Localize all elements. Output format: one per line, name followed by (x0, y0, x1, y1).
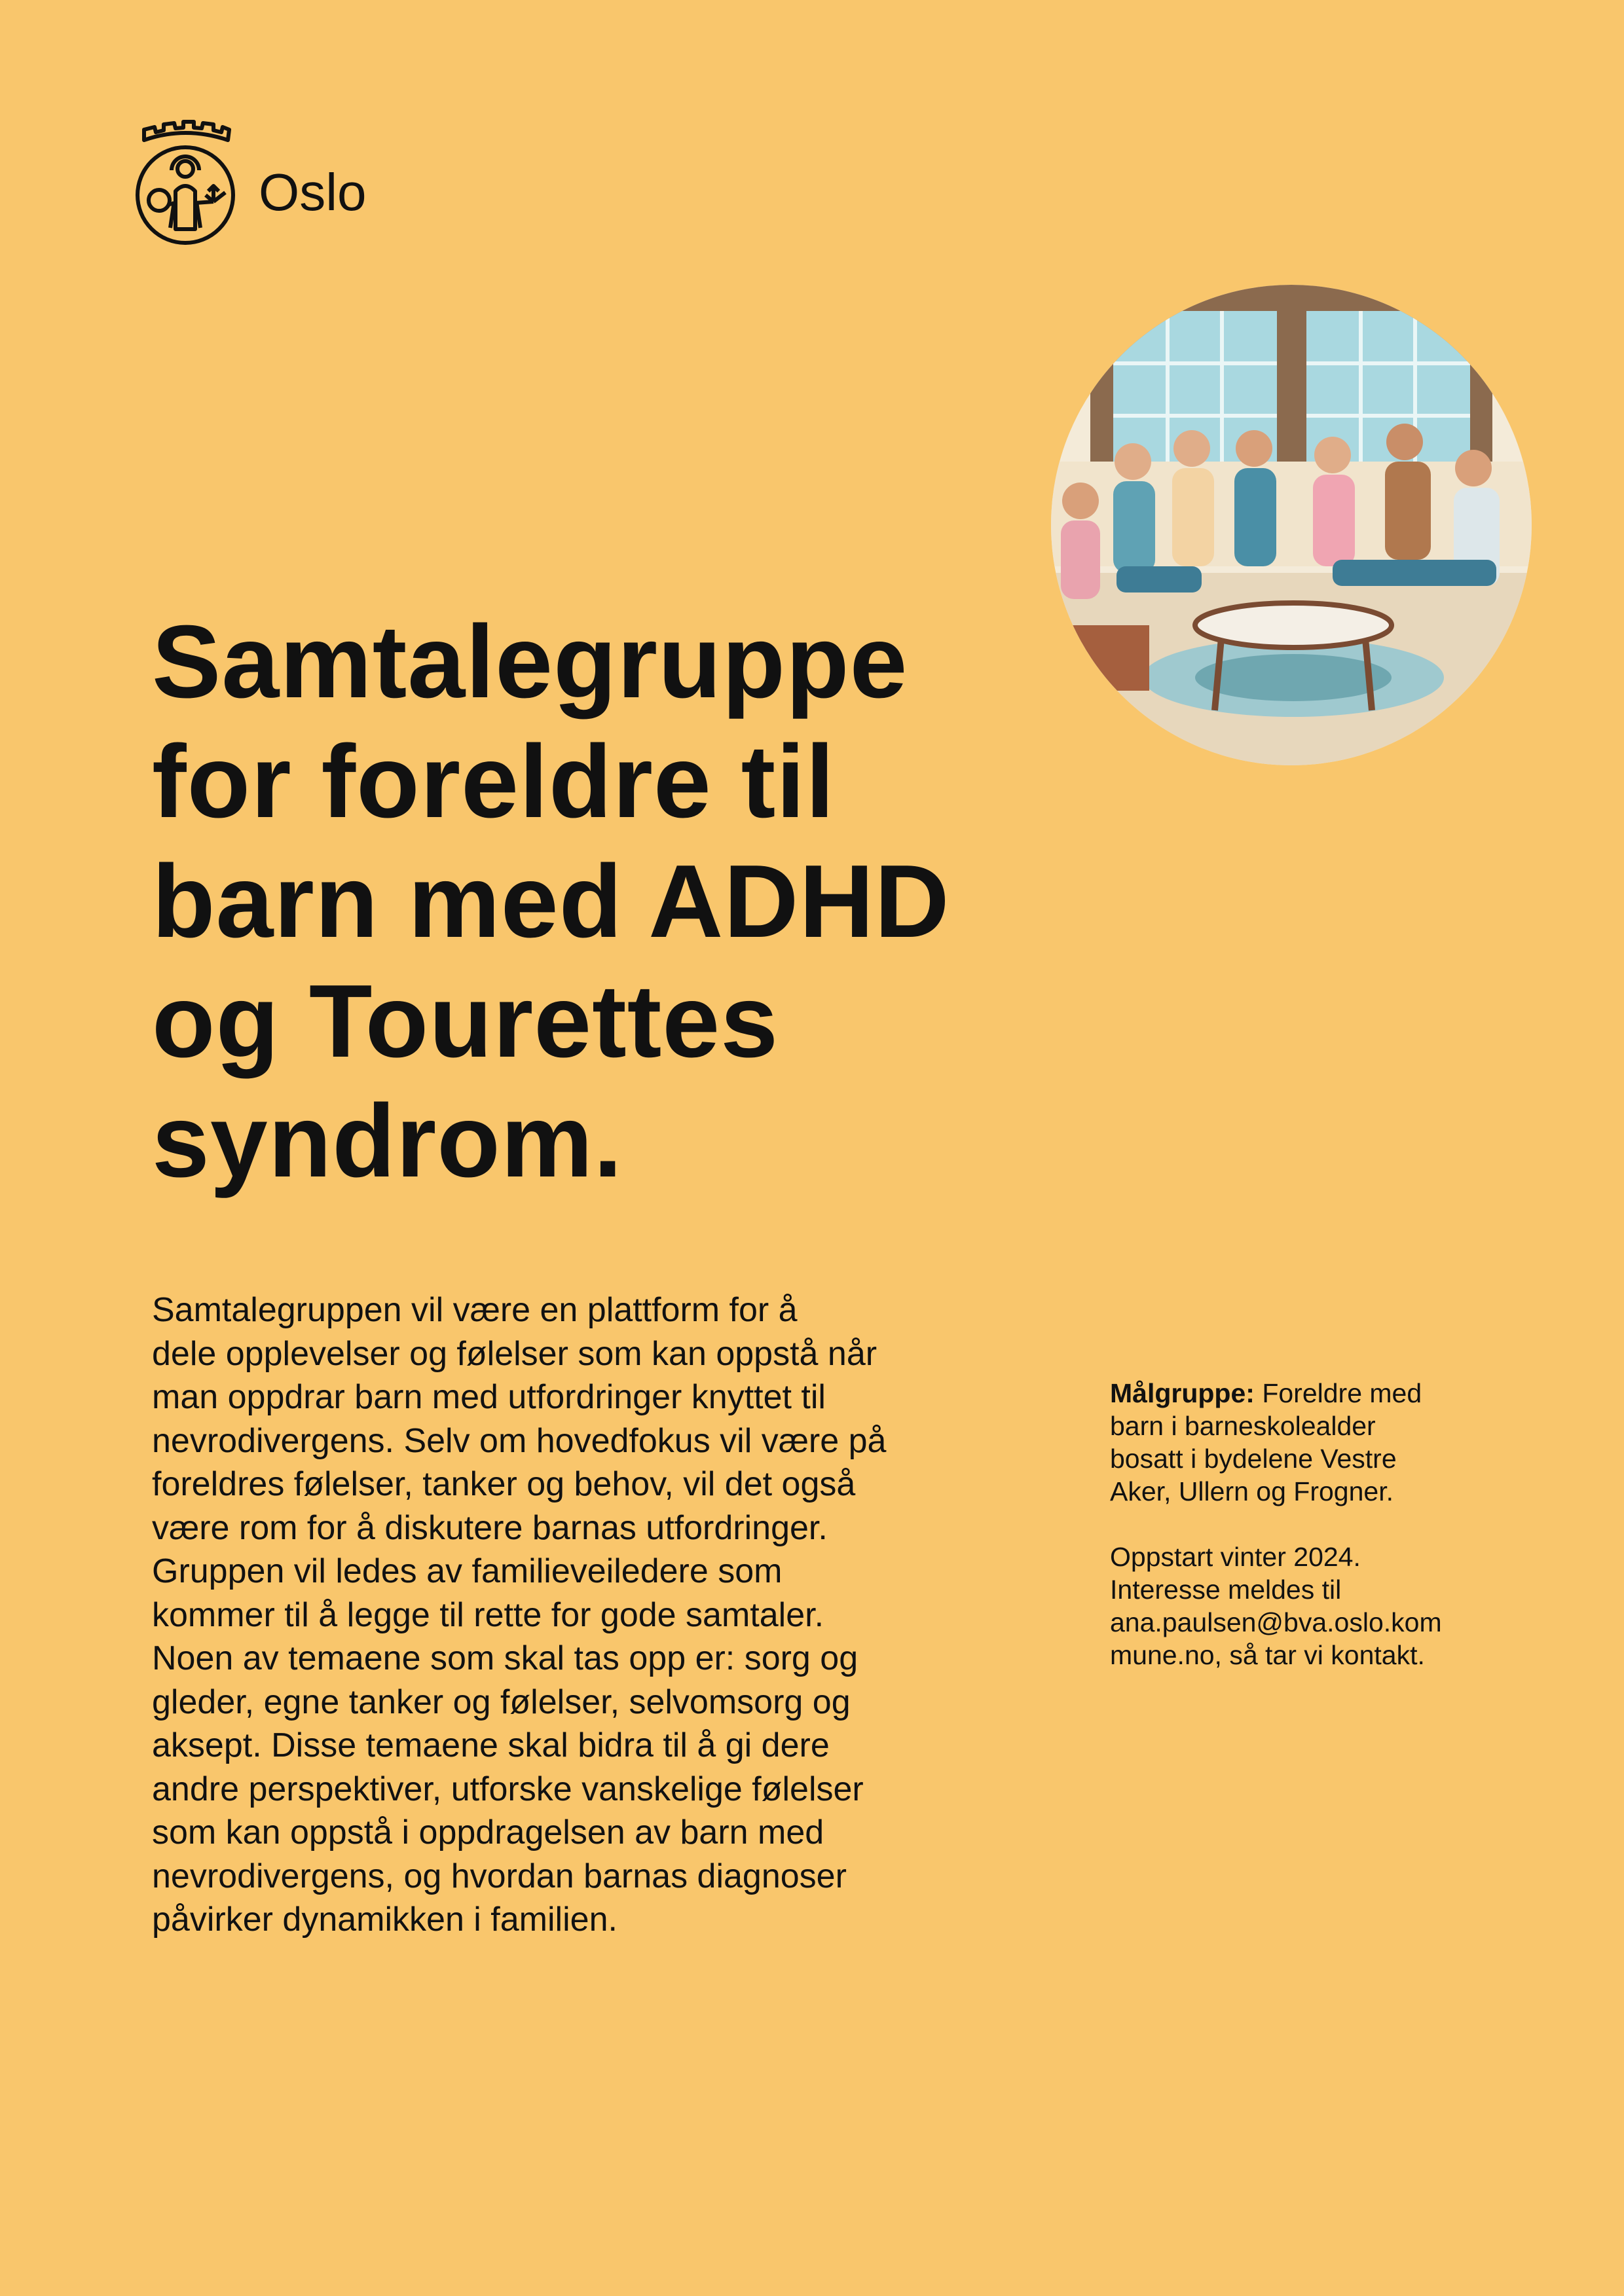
body-line: være rom for å diskutere barnas utfordringer. (152, 1508, 828, 1547)
body-line: man oppdrar barn med utfordringer knyttet til (152, 1378, 826, 1416)
target-group-label: Målgruppe: (1110, 1378, 1255, 1408)
title-line: og Tourettes (152, 964, 779, 1079)
body-line: andre perspektiver, utforske vanskelige følelser (152, 1770, 864, 1808)
target-group-line: barn i barneskolealder (1110, 1411, 1376, 1441)
contact-line: mune.no, så tar vi kontakt. (1110, 1640, 1425, 1670)
body-line: kommer til å legge til rette for gode samtaler. (152, 1595, 824, 1634)
title-line: syndrom. (152, 1084, 623, 1199)
brand-name: Oslo (259, 163, 367, 221)
body-line: dele opplevelser og følelser som kan oppstå når (152, 1334, 877, 1373)
target-group-line (1110, 1377, 1442, 1410)
spacer (1110, 1508, 1442, 1540)
body-line: som kan oppstå i oppdragelsen av barn med (152, 1813, 824, 1851)
body-line: Noen av temaene som skal tas opp er: sorg og (152, 1639, 858, 1677)
description-paragraph (152, 1288, 886, 1942)
group-conversation-illustration (1051, 285, 1532, 765)
title-line: barn med ADHD (152, 844, 950, 959)
page-title (152, 602, 950, 1201)
contact-line: Oppstart vinter 2024. (1110, 1542, 1361, 1572)
body-line: nevrodivergens, og hvordan barnas diagnoser (152, 1857, 847, 1895)
oslo-coat-of-arms-logo (130, 118, 241, 249)
title-line: for foreldre til (152, 724, 836, 839)
body-line: foreldres følelser, tanker og behov, vil det også (152, 1465, 856, 1503)
body-line: aksept. Disse temaene skal bidra til å gi dere (152, 1726, 830, 1764)
body-line: Samtalegruppen vil være en plattform for å (152, 1291, 798, 1329)
body-line: gleder, egne tanker og følelser, selvomsorg og (152, 1683, 851, 1721)
info-sidebar (1110, 1377, 1442, 1671)
contact-email[interactable]: ana.paulsen@bva.oslo.kom (1110, 1607, 1442, 1637)
target-group-line: Aker, Ullern og Frogner. (1110, 1476, 1393, 1506)
body-line: påvirker dynamikken i familien. (152, 1901, 618, 1939)
target-group-text: Foreldre med (1254, 1378, 1422, 1408)
contact-line: Interesse meldes til (1110, 1575, 1342, 1605)
target-group-line: bosatt i bydelene Vestre (1110, 1444, 1397, 1474)
body-line: Gruppen vil ledes av familieveiledere som (152, 1552, 783, 1590)
title-line: Samtalegruppe (152, 604, 908, 720)
body-line: nevrodivergens. Selv om hovedfokus vil være på (152, 1421, 887, 1460)
